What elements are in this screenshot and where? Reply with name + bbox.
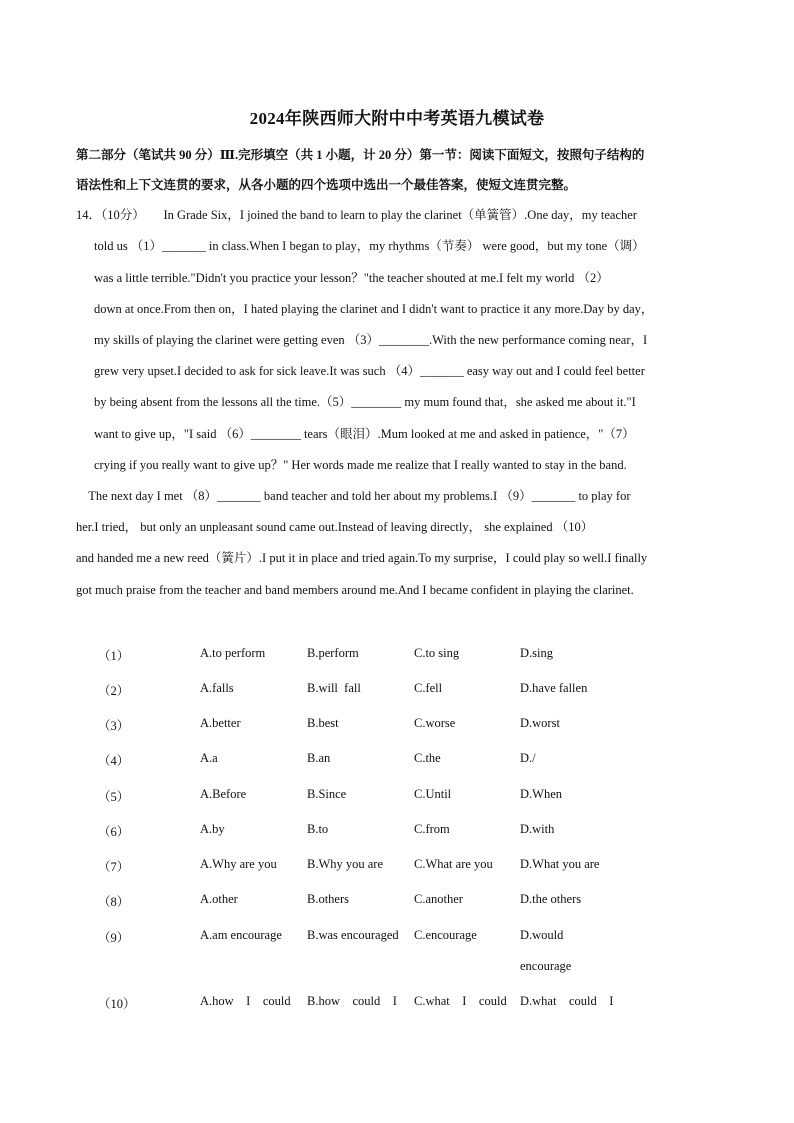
option-d-continued: encourage (520, 959, 572, 973)
question-number: （2） (98, 684, 130, 698)
option-d: D.When (520, 787, 562, 801)
option-row (0, 646, 794, 664)
question-number: （9） (98, 931, 130, 945)
option-a: A.better (200, 716, 241, 730)
option-b: B.an (307, 751, 331, 765)
question-number: （4） (98, 754, 130, 768)
passage-line: want to give up，"I said （6）________ tears（眼泪）.Mum looked at me and asked in patience，"（7） (94, 427, 635, 441)
option-a: A.how I could (200, 994, 291, 1008)
option-a: A.other (200, 892, 238, 906)
passage-line: got much praise from the teacher and band members around me.And I became confident in playing the clarinet. (76, 583, 634, 597)
option-c: C.fell (414, 681, 443, 695)
option-row (0, 822, 794, 840)
option-b: B.to (307, 822, 329, 836)
option-row (0, 994, 794, 1012)
option-d: D.with (520, 822, 555, 836)
option-b: B.perform (307, 646, 359, 660)
question-number: （1） (98, 649, 130, 663)
option-d: D.sing (520, 646, 553, 660)
instructions-line-1: 第二部分（笔试共 90 分）Ⅲ.完形填空（共 1 小题，计 20 分）第一节：阅读下面短文，按照句子结构的 (76, 148, 645, 162)
question-number: （3） (98, 719, 130, 733)
question-number: （7） (98, 860, 130, 874)
option-b: B.was encouraged (307, 928, 399, 942)
option-d: D./ (520, 751, 536, 765)
passage-line: told us （1）_______ in class.When I began to play，my rhythms（节奏） were good，but my tone（调） (94, 239, 645, 253)
option-b: B.Why you are (307, 857, 384, 871)
option-c: C.the (414, 751, 441, 765)
option-d: D.have fallen (520, 681, 588, 695)
option-row-continued (0, 959, 794, 977)
option-a: A.falls (200, 681, 234, 695)
option-d: D.what could I (520, 994, 614, 1008)
option-row (0, 928, 794, 946)
option-row (0, 787, 794, 805)
option-b: B.how could I (307, 994, 397, 1008)
option-b: B.will fall (307, 681, 361, 695)
option-row (0, 857, 794, 875)
option-d: D.What you are (520, 857, 600, 871)
option-row (0, 751, 794, 769)
passage-line: was a little terrible."Didn't you practice your lesson？"the teacher shouted at me.I felt my world （2） (94, 271, 609, 285)
passage-line: her.I tried， but only an unpleasant sound came out.Instead of leaving directly， she explained （10） (76, 520, 594, 534)
option-row (0, 716, 794, 734)
option-c: C.from (414, 822, 450, 836)
option-a: A.Before (200, 787, 247, 801)
question-number: （5） (98, 790, 130, 804)
option-c: C.what I could (414, 994, 507, 1008)
option-c: C.Until (414, 787, 452, 801)
option-a: A.by (200, 822, 225, 836)
passage-line: my skills of playing the clarinet were getting even （3）________.With the new performance coming near，I (94, 333, 648, 347)
option-a: A.am encourage (200, 928, 282, 942)
passage-line: grew very upset.I decided to ask for sick leave.It was such （4）_______ easy way out and I could feel better (94, 364, 645, 378)
option-c: C.another (414, 892, 463, 906)
question-number: （10） (98, 997, 136, 1011)
passage-line: by being absent from the lessons all the time.（5）________ my mum found that，she asked me about it."I (94, 395, 636, 409)
option-d: D.the others (520, 892, 582, 906)
option-row (0, 892, 794, 910)
passage-line: crying if you really want to give up？" Her words made me realize that I really wanted to stay in the band. (94, 458, 627, 472)
question-number: （6） (98, 825, 130, 839)
option-b: B.best (307, 716, 339, 730)
option-d: D.worst (520, 716, 560, 730)
option-c: C.encourage (414, 928, 477, 942)
option-a: A.to perform (200, 646, 266, 660)
option-row (0, 681, 794, 699)
option-a: A.a (200, 751, 218, 765)
passage-line: down at once.From then on，I hated playing the clarinet and I didn't want to practice it any more.Day by day， (94, 302, 654, 316)
option-b: B.others (307, 892, 350, 906)
instructions-line-2: 语法性和上下文连贯的要求，从各小题的四个选项中选出一个最佳答案，使短文连贯完整。 (76, 178, 577, 192)
passage-line: The next day I met （8）_______ band teacher and told her about my problems.I （9）_______ to play for (76, 489, 631, 503)
option-b: B.Since (307, 787, 347, 801)
option-c: C.worse (414, 716, 456, 730)
question-number: （8） (98, 895, 130, 909)
option-a: A.Why are you (200, 857, 277, 871)
option-c: C.to sing (414, 646, 460, 660)
passage-line: and handed me a new reed（簧片）.I put it in place and tried again.To my surprise，I could play so well.I finally (76, 551, 648, 565)
page-title: 2024年陕西师大附中中考英语九模试卷 (249, 109, 545, 128)
option-c: C.What are you (414, 857, 493, 871)
passage-line: 14．（10分） In Grade Six，I joined the band to learn to play the clarinet（单簧管）.One day，my teacher (76, 208, 637, 222)
option-d: D.would (520, 928, 564, 942)
